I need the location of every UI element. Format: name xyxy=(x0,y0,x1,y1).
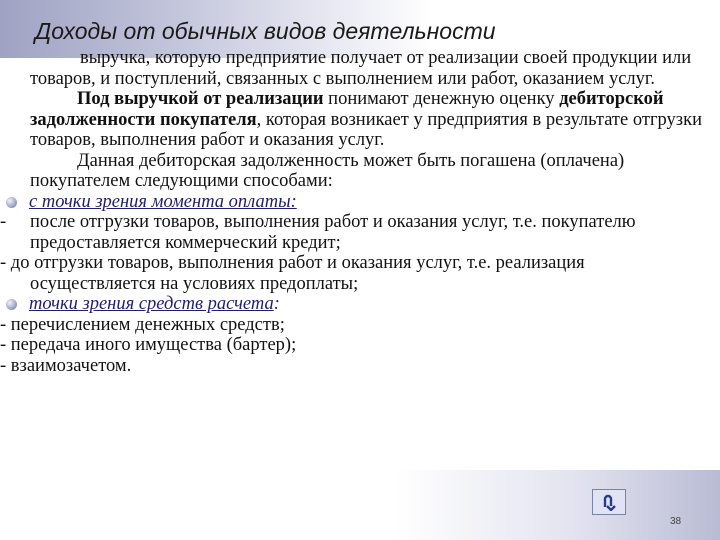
slide-title: Доходы от обычных видов деятельности xyxy=(35,18,496,44)
definition-term: Под выручкой от реализации xyxy=(77,89,324,109)
list-item: - после отгрузки товаров, выполнения работ и оказания услуг, т.е. покупателю предоставляется коммерческий кредит; xyxy=(0,212,636,253)
definition-paragraph xyxy=(0,89,712,151)
return-button[interactable] xyxy=(592,489,626,515)
list-item: - до отгрузки товаров, выполнения работ и оказания услуг, т.е. реализация осуществляется на условиях предоплаты; xyxy=(0,253,585,294)
list-item: - взаимозачетом. xyxy=(0,355,132,376)
bullet-colon: : xyxy=(273,294,280,314)
dash-marker: - xyxy=(0,212,7,232)
bullet-payment-moment xyxy=(0,192,712,213)
return-arrow-icon xyxy=(599,493,619,511)
bullet-payment-moment-label: с точки зрения момента оплаты: xyxy=(29,191,297,212)
bullet-icon xyxy=(6,299,17,310)
bullet-settlement-means xyxy=(0,294,712,315)
definition-text-1: понимают денежную оценку xyxy=(323,89,560,109)
list-item: - передача иного имущества (бартер); xyxy=(0,335,297,355)
definition-text-2: , которая возникает у предприятия в результате отгрузки товаров, выполнения работ и оказания услуг. xyxy=(30,109,702,150)
list-item: - перечислением денежных средств; xyxy=(0,314,285,335)
bullet-icon xyxy=(6,197,17,208)
intro-paragraph: выручка, которую предприятие получает от реализации своей продукции или товаров, и поступлений, связанных с выполнением или работ, оказанием услуг. xyxy=(30,48,692,89)
slide-body xyxy=(0,48,712,376)
page-number: 38 xyxy=(670,516,682,527)
bullet-settlement-means-label: точки зрения средств расчета xyxy=(29,294,274,314)
definition-term-2: дебиторской задолженности покупателя xyxy=(30,89,664,130)
repayment-paragraph: Данная дебиторская задолженность может быть погашена (оплачена) покупателем следующими способами: xyxy=(30,150,625,191)
